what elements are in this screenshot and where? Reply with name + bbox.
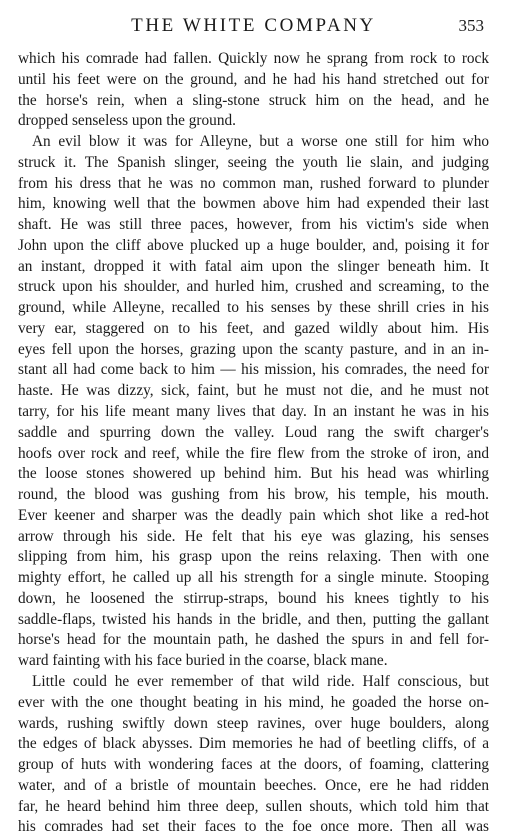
text-line: until his feet were on the ground, and he had his hand stretched out for xyxy=(18,70,489,88)
text-line: saddle-flaps, twisted his hands in the bridle, and then, putting the gallant xyxy=(18,610,489,628)
text-line: ward fainting with his face buried in the coarse, black mane. xyxy=(18,652,388,670)
text-line: water, and of a bristle of mountain beeches. Once, ere he had ridden xyxy=(18,776,489,794)
text-line: haste. He was dizzy, sick, faint, but he must not die, and he must not xyxy=(18,382,489,400)
text-line: dropped senseless upon the ground. xyxy=(18,112,236,130)
running-title: THE WHITE COMPANY xyxy=(131,15,376,36)
text-line: horse's head for the mountain path, he dashed the spurs in and fell for- xyxy=(18,631,489,649)
text-line: him, knowing well that the bowmen above him had expended their last xyxy=(18,195,489,213)
text-line: which his comrade had fallen. Quickly now he sprang from rock to rock xyxy=(18,50,489,67)
text-line: struck upon his shoulder, and hurled him, crushed and screaming, to the xyxy=(18,278,489,296)
text-line: Little could he ever remember of that wild ride. Half conscious, but xyxy=(32,672,489,690)
page-number: 353 xyxy=(458,16,484,35)
text-line: the horse's rein, when a sling-stone struck him on the head, and he xyxy=(18,91,489,109)
text-line: stant all had come back to him — his mission, his comrades, the need for xyxy=(18,361,489,379)
text-line: mighty effort, he called up all his strength for a single minute. Stooping xyxy=(18,569,489,587)
text-line: Ever keener and sharper was the deadly pain which shot like a red-hot xyxy=(18,506,489,524)
text-line: eyes fell upon the horses, grazing upon the scanty pasture, and in an in- xyxy=(18,340,489,358)
text-line: saddle and spurring down the valley. Loud rang the swift charger's xyxy=(18,423,489,441)
text-line: the loose stones showered up behind him. But his head was whirling xyxy=(18,465,489,483)
text-line: the edges of black abysses. Dim memories he had of beetling cliffs, of a xyxy=(18,735,489,753)
body-text xyxy=(18,49,489,838)
text-line: very ear, staggered on to his feet, and gazed wildly about him. His xyxy=(18,319,489,337)
running-head xyxy=(0,14,507,38)
text-line: ground, while Alleyne, recalled to his senses by these shrill cries in his xyxy=(18,299,489,317)
text-line: wards, rushing swiftly down steep ravines, over huge boulders, along xyxy=(18,714,489,732)
text-line: struck it. The Spanish slinger, seeing the youth lie slain, and judging xyxy=(18,153,489,171)
text-line: John upon the cliff above plucked up a huge boulder, and, poising it for xyxy=(18,236,489,254)
text-line: far, he heard behind him three deep, sullen shouts, which told him that xyxy=(18,797,489,815)
text-line: from his dress that he was no common man, rushed forward to plunder xyxy=(18,174,489,192)
text-line: ever with the one thought beating in his mind, he goaded the horse on- xyxy=(18,693,489,711)
text-line: shaft. He was still three paces, however, from his victim's side when xyxy=(18,216,489,234)
text-line: an instant, dropped it with fatal aim upon the slinger beneath him. It xyxy=(18,257,489,275)
text-line: tarry, for his life meant many lives that day. In an instant he was in his xyxy=(18,403,489,421)
text-line: round, the blood was gushing from his brow, his temple, his mouth. xyxy=(18,486,489,504)
text-line: his comrades had set their faces to the foe once more. Then all was xyxy=(18,818,489,836)
text-line: arrow through his side. He felt that his eye was glazing, his senses xyxy=(18,527,489,545)
text-line: An evil blow it was for Alleyne, but a worse one still for him who xyxy=(32,133,489,151)
text-line: hoofs over rock and reef, while the fire flew from the stroke of iron, and xyxy=(18,444,489,462)
text-line: group of huts with wondering faces at the doors, of foaming, clattering xyxy=(18,756,489,774)
text-line: slipping from him, his grasp upon the reins relaxing. Then with one xyxy=(18,548,489,566)
text-line: down, he loosened the stirrup-straps, bound his knees tightly to his xyxy=(18,589,489,607)
